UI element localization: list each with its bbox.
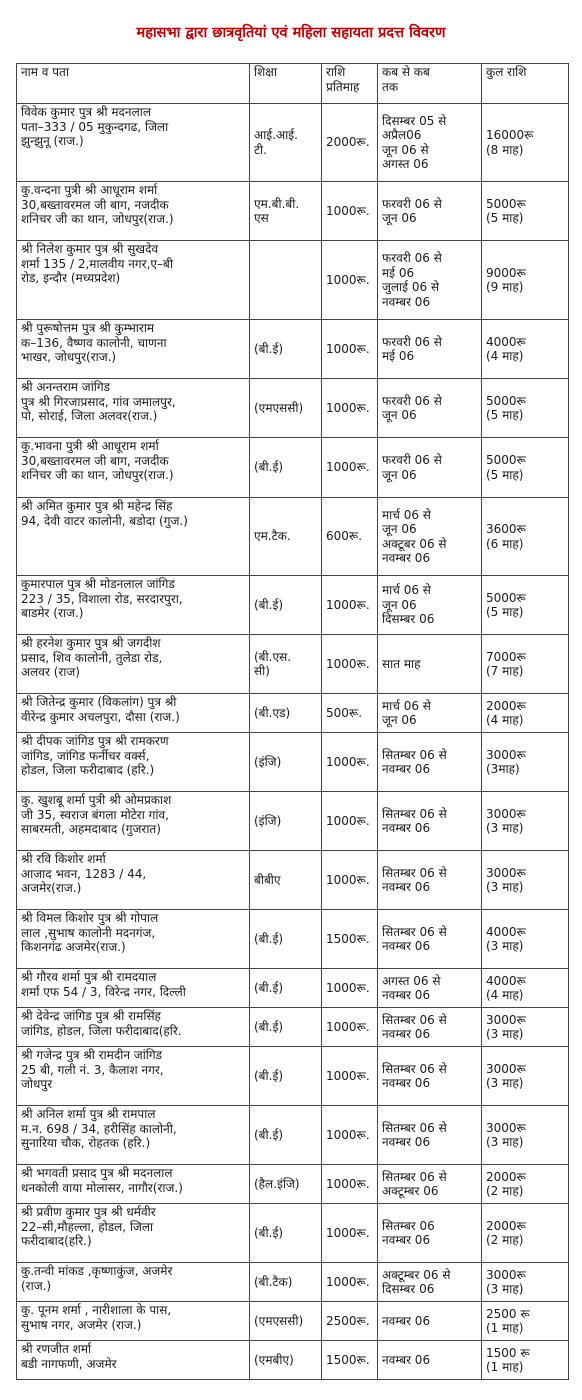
cell-education: (बी.ई) [250,969,322,1008]
table-row [17,1008,569,1047]
cell-education: (बी.ई) [250,910,322,969]
cell-education: एम.टैक. [250,498,322,576]
cell-total-amount: 7000रू (7 माह) [482,635,569,694]
cell-total-amount: 3000रू (3 माह) [482,1008,569,1047]
cell-name-address: कु. खुशबू शर्मा पुत्री श्री ओमप्रकाश जी 35, स्वराज बंगला मोटेरा गांव, साबरमती, अहमदाबाद (गुजरात) [17,792,250,851]
cell-period: मार्च 06 से जून 06 अक्टूबर 06 से नवम्बर 06 [378,498,482,576]
cell-total-amount: 16000रू (8 माह) [482,104,569,182]
cell-total-amount: 9000रू (9 माह) [482,241,569,320]
cell-monthly-amount: 1500रू. [322,910,378,969]
cell-education: (बी.ई) [250,1047,322,1106]
cell-monthly-amount: 1000रू. [322,1165,378,1204]
cell-period: नवम्बर 06 [378,1341,482,1380]
cell-name-address: श्री रणजीत शर्मा बडी नागफणी, अजमेर [17,1341,250,1380]
table-row [17,438,569,498]
cell-period: फरवरी 06 से जून 06 [378,182,482,241]
table-row [17,241,569,320]
cell-monthly-amount: 1000रू. [322,320,378,379]
header-education: शिक्षा [250,64,322,104]
header-monthly-amount: राशि प्रतिमाह [322,64,378,104]
cell-total-amount: 3000रू (3 माह) [482,1106,569,1165]
cell-education: (हैल.इंजि) [250,1165,322,1204]
cell-name-address: कु.भावना पुत्री श्री आधूराम शर्मा 30,बख्तावरमल जी बाग, नजदीक शनिचर जी का थान, जोधपुर(राज.) [17,438,250,498]
table-row [17,635,569,694]
cell-education: (बी.टैक) [250,1263,322,1302]
cell-name-address: श्री निलेश कुमार पुत्र श्री सुखदेव शर्मा 135 / 2,मालवीय नगर,ए–बी रोड, इन्दौर (मध्यप्रदेश) [17,241,250,320]
cell-name-address: श्री पुरूषोत्तम पुत्र श्री कुम्भाराम क–136, वैष्णव कालोनी, चाणना भाखर, जोधपुर(राज.) [17,320,250,379]
cell-monthly-amount: 1000रू. [322,1204,378,1263]
table-row [17,1341,569,1380]
table-row [17,910,569,969]
cell-total-amount: 4000रू (3 माह) [482,910,569,969]
cell-education: (इंजि) [250,792,322,851]
cell-monthly-amount: 1000रू. [322,792,378,851]
cell-name-address: विवेक कुमार पुत्र श्री मदनलाल पता–333 / 05 मुकुन्दगढ, जिला झुन्झुनू (राज.) [17,104,250,182]
header-name-address: नाम व पता [17,64,250,104]
cell-education: (बी.एस. सी) [250,635,322,694]
cell-period: अक्टूम्बर 06 से दिसम्बर 06 [378,1263,482,1302]
cell-period: सितम्बर 06 से नवम्बर 06 [378,1106,482,1165]
cell-education: आई.आई. टी. [250,104,322,182]
scholarship-table [16,63,569,1380]
table-row [17,1165,569,1204]
header-total-amount: कुल राशि [482,64,569,104]
table-row [17,1263,569,1302]
cell-education: बीबीए [250,851,322,910]
cell-name-address: श्री रवि किशोर शर्मा आजाद भवन, 1283 / 44, अजमेर(राज.) [17,851,250,910]
cell-name-address: श्री भगवती प्रसाद पुत्र श्री मदनलाल धनकोली वाया मोलासर, नागौर(राज.) [17,1165,250,1204]
cell-monthly-amount: 1000रू. [322,1047,378,1106]
cell-period: सितम्बर 06 से अक्टूम्बर 06 [378,1165,482,1204]
cell-period: सितम्बर 06 से नवम्बर 06 [378,851,482,910]
cell-education: (एमएससी) [250,379,322,438]
cell-total-amount: 3000रू (3 माह) [482,1263,569,1302]
cell-monthly-amount: 1000रू. [322,635,378,694]
cell-monthly-amount: 1000रू. [322,851,378,910]
table-row [17,694,569,733]
cell-education: (एमएससी) [250,1302,322,1341]
cell-total-amount: 5000रू (5 माह) [482,438,569,498]
cell-education: (बी.ई) [250,1204,322,1263]
cell-name-address: श्री दीपक जांगिड पुत्र श्री रामकरण जांगिड, जांगिड फर्नीचर वर्क्स, होडल, जिला फरीदाबाद (हरि.) [17,733,250,792]
cell-total-amount: 2000रू (4 माह) [482,694,569,733]
cell-total-amount: 5000रू (5 माह) [482,576,569,635]
cell-education: (एमबीए) [250,1341,322,1380]
cell-name-address: कु.वन्दना पुत्री श्री आधूराम शर्मा 30,बख्तावरमल जी बाग, नजदीक शनिचर जी का थान, जोधपुर(राज.) [17,182,250,241]
cell-monthly-amount: 1000रू. [322,576,378,635]
cell-education: (बी.ई) [250,1008,322,1047]
cell-education: एम.बी.बी. एस [250,182,322,241]
cell-monthly-amount: 1000रू. [322,969,378,1008]
cell-period: सितम्बर 06 नवम्बर 06 [378,1204,482,1263]
cell-monthly-amount: 2000रू. [322,104,378,182]
cell-total-amount: 2500 रू (1 माह) [482,1302,569,1341]
cell-name-address: श्री अनिल शर्मा पुत्र श्री रामपाल म.न. 698 / 34, हरीसिंह कालोनी, सुनारिया चौक, रोहतक (हरि.) [17,1106,250,1165]
cell-monthly-amount: 1000रू. [322,182,378,241]
cell-name-address: श्री हरनेश कुमार पुत्र श्री जगदीश प्रसाद, शिव कालोनी, तुलेडा रोड, अलवर (राज) [17,635,250,694]
cell-monthly-amount: 1000रू. [322,438,378,498]
table-row [17,1106,569,1165]
cell-total-amount: 2000रू (2 माह) [482,1204,569,1263]
cell-total-amount: 3600रू (6 माह) [482,498,569,576]
cell-education: (इंजि) [250,733,322,792]
table-row [17,576,569,635]
cell-total-amount: 5000रू (5 माह) [482,182,569,241]
table-header [17,64,569,104]
cell-name-address: श्री अमित कुमार पुत्र श्री महेन्द्र सिंह 94, देवी वाटर कालोनी, बडोदा (गुज.) [17,498,250,576]
cell-name-address: श्री गजेन्द्र पुत्र श्री रामदीन जांगिड 25 बी, गली नं. 3, कैलाश नगर, जोधपुर [17,1047,250,1106]
cell-period: सितम्बर 06 से नवम्बर 06 [378,910,482,969]
table-row [17,320,569,379]
table-body [17,104,569,1380]
cell-monthly-amount: 1000रू. [322,1008,378,1047]
table-row [17,1302,569,1341]
cell-period: सितम्बर 06 से नवम्बर 06 [378,1008,482,1047]
cell-name-address: श्री प्रवीण कुमार पुत्र श्री धर्मवीर 22–सी,मौहल्ला, होडल, जिला फरीदाबाद(हरि.) [17,1204,250,1263]
cell-period: फरवरी 06 से जून 06 [378,438,482,498]
cell-name-address: श्री विमल किशोर पुत्र श्री गोपाल लाल ,सुभाष कालोनी मदनगंज, किशनगंढ अजमेर(राज.) [17,910,250,969]
cell-monthly-amount: 1000रू. [322,1106,378,1165]
table-row [17,1047,569,1106]
table-row [17,379,569,438]
cell-total-amount: 3000रू (3माह) [482,733,569,792]
table-row [17,792,569,851]
cell-name-address: श्री गौरव शर्मा पुत्र श्री रामदयाल शर्मा एफ 54 / 3, विरेन्द्र नगर, दिल्ली [17,969,250,1008]
cell-monthly-amount: 1000रू. [322,379,378,438]
table-row [17,851,569,910]
cell-education: (बी.ई) [250,1106,322,1165]
cell-period: फरवरी 06 से जून 06 [378,379,482,438]
table-row [17,733,569,792]
cell-monthly-amount: 500रू. [322,694,378,733]
cell-name-address: कु. पूनम शर्मा , नारीशाला के पास, सुभाष नगर, अजमेर (राज.) [17,1302,250,1341]
cell-education [250,241,322,320]
cell-period: फरवरी 06 से मई 06 [378,320,482,379]
table-row [17,1204,569,1263]
cell-period: अगस्त 06 से नवम्बर 06 [378,969,482,1008]
table-row [17,498,569,576]
cell-period: फरवरी 06 से मई 06 जुलाई 06 से नवम्बर 06 [378,241,482,320]
cell-education: (बी.ई) [250,438,322,498]
header-period: कब से कब तक [378,64,482,104]
cell-period: सात माह [378,635,482,694]
cell-name-address: श्री अनन्तराम जांगिड पुत्र श्री गिरजाप्रसाद, गांव जमालपुर, पो, सोराई, जिला अलवर(राज.) [17,379,250,438]
cell-education: (बी.ई) [250,320,322,379]
header-row [17,64,569,104]
cell-monthly-amount: 600रू. [322,498,378,576]
page-title: महासभा द्वारा छात्रवृतियां एवं महिला सहायता प्रदत्त विवरण [136,25,446,41]
cell-period: सितम्बर 06 से नवम्बर 06 [378,733,482,792]
cell-monthly-amount: 1000रू. [322,1263,378,1302]
cell-name-address: श्री देवेन्द्र जांगिड पुत्र श्री रामसिंह जांगिड, होडल, जिला फरीदाबाद(हरि. [17,1008,250,1047]
cell-period: मार्च 06 से जून 06 [378,694,482,733]
cell-monthly-amount: 1000रू. [322,733,378,792]
cell-period: मार्च 06 से जून 06 दिसम्बर 06 [378,576,482,635]
cell-total-amount: 3000रू (3 माह) [482,1047,569,1106]
cell-monthly-amount: 2500रू. [322,1302,378,1341]
cell-name-address: कु.तन्वी मांकड ,कृष्णाकुंज, अजमेर (राज.) [17,1263,250,1302]
cell-period: दिसम्बर 05 से अप्रैल06 जून 06 से अगस्त 06 [378,104,482,182]
cell-total-amount: 4000रू (4 माह) [482,969,569,1008]
cell-period: सितम्बर 06 से नवम्बर 06 [378,792,482,851]
cell-total-amount: 2000रू (2 माह) [482,1165,569,1204]
cell-total-amount: 3000रू (3 माह) [482,851,569,910]
cell-name-address: कुमारपाल पुत्र श्री मोडनलाल जांगिड 223 / 35, विशाला रोड, सरदारपुरा, बाडमेर (राज.) [17,576,250,635]
cell-name-address: श्री जितेन्द्र कुमार (विकलांग) पुत्र श्री वीरेन्द्र कुमार अचलपुरा, दौसा (राज.) [17,694,250,733]
table-row [17,969,569,1008]
cell-total-amount: 4000रू (4 माह) [482,320,569,379]
cell-education: (बी.एड) [250,694,322,733]
cell-total-amount: 1500 रू (1 माह) [482,1341,569,1380]
table-row [17,182,569,241]
cell-total-amount: 5000रू (5 माह) [482,379,569,438]
table-row [17,104,569,182]
cell-education: (बी.ई) [250,576,322,635]
cell-period: सितम्बर 06 से नवम्बर 06 [378,1047,482,1106]
cell-period: नवम्बर 06 [378,1302,482,1341]
cell-total-amount: 3000रू (3 माह) [482,792,569,851]
cell-monthly-amount: 1000रू. [322,241,378,320]
cell-monthly-amount: 1500रू. [322,1341,378,1380]
